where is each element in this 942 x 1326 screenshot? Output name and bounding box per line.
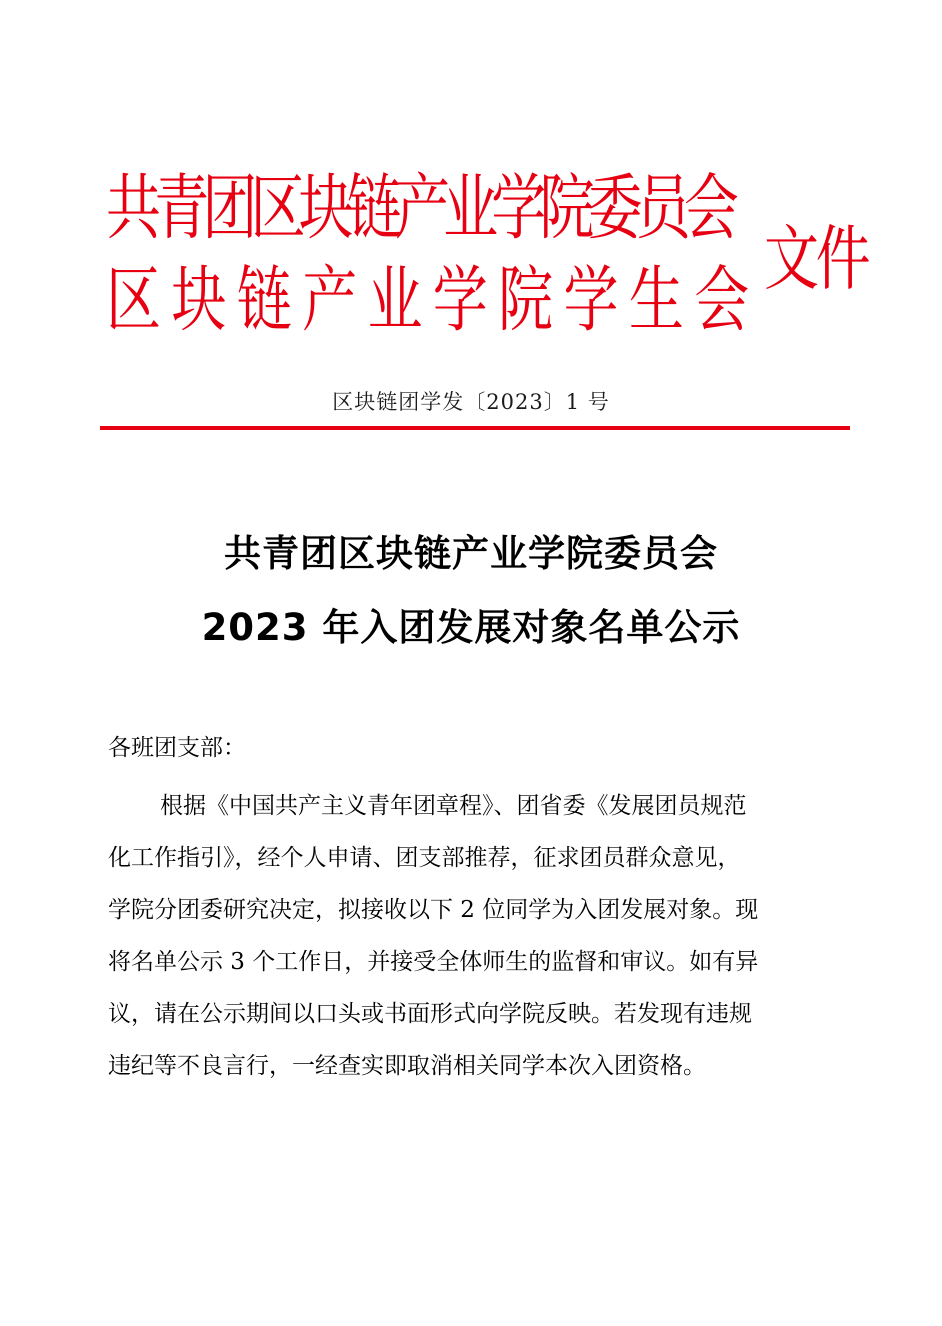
document-type-label: 文件 bbox=[764, 219, 868, 301]
body-line: 议，请在公示期间以口头或书面形式向学院反映。若发现有违规 bbox=[108, 1001, 752, 1027]
notice-title-line-1: 共青团区块链产业学院委员会 bbox=[224, 532, 718, 575]
document-number: 区块链团学发〔2023〕1 号 bbox=[332, 390, 610, 414]
body-paragraph bbox=[108, 780, 844, 1092]
body-line: 化工作指引》，经个人申请、团支部推荐，征求团员群众意见， bbox=[108, 845, 741, 871]
body-line: 学院分团委研究决定，拟接收以下 2 位同学为入团发展对象。现 bbox=[108, 897, 759, 923]
notice-title-line-2: 2023 年入团发展对象名单公示 bbox=[201, 606, 741, 649]
issuing-org-line-1: 共青团区块链产业学院委员会 bbox=[106, 167, 733, 251]
body-line: 根据《中国共产主义青年团章程》、团省委《发展团员规范 bbox=[160, 793, 747, 819]
issuing-org-line-2: 区块链产业学院学生会 bbox=[106, 259, 760, 343]
document-header bbox=[100, 160, 870, 370]
body-line: 将名单公示 3 个工作日，并接受全体师生的监督和审议。如有异 bbox=[108, 949, 759, 975]
salutation: 各班团支部： bbox=[108, 735, 246, 761]
red-divider-line bbox=[100, 426, 850, 430]
body-line: 违纪等不良言行，一经查实即取消相关同学本次入团资格。 bbox=[108, 1053, 706, 1079]
